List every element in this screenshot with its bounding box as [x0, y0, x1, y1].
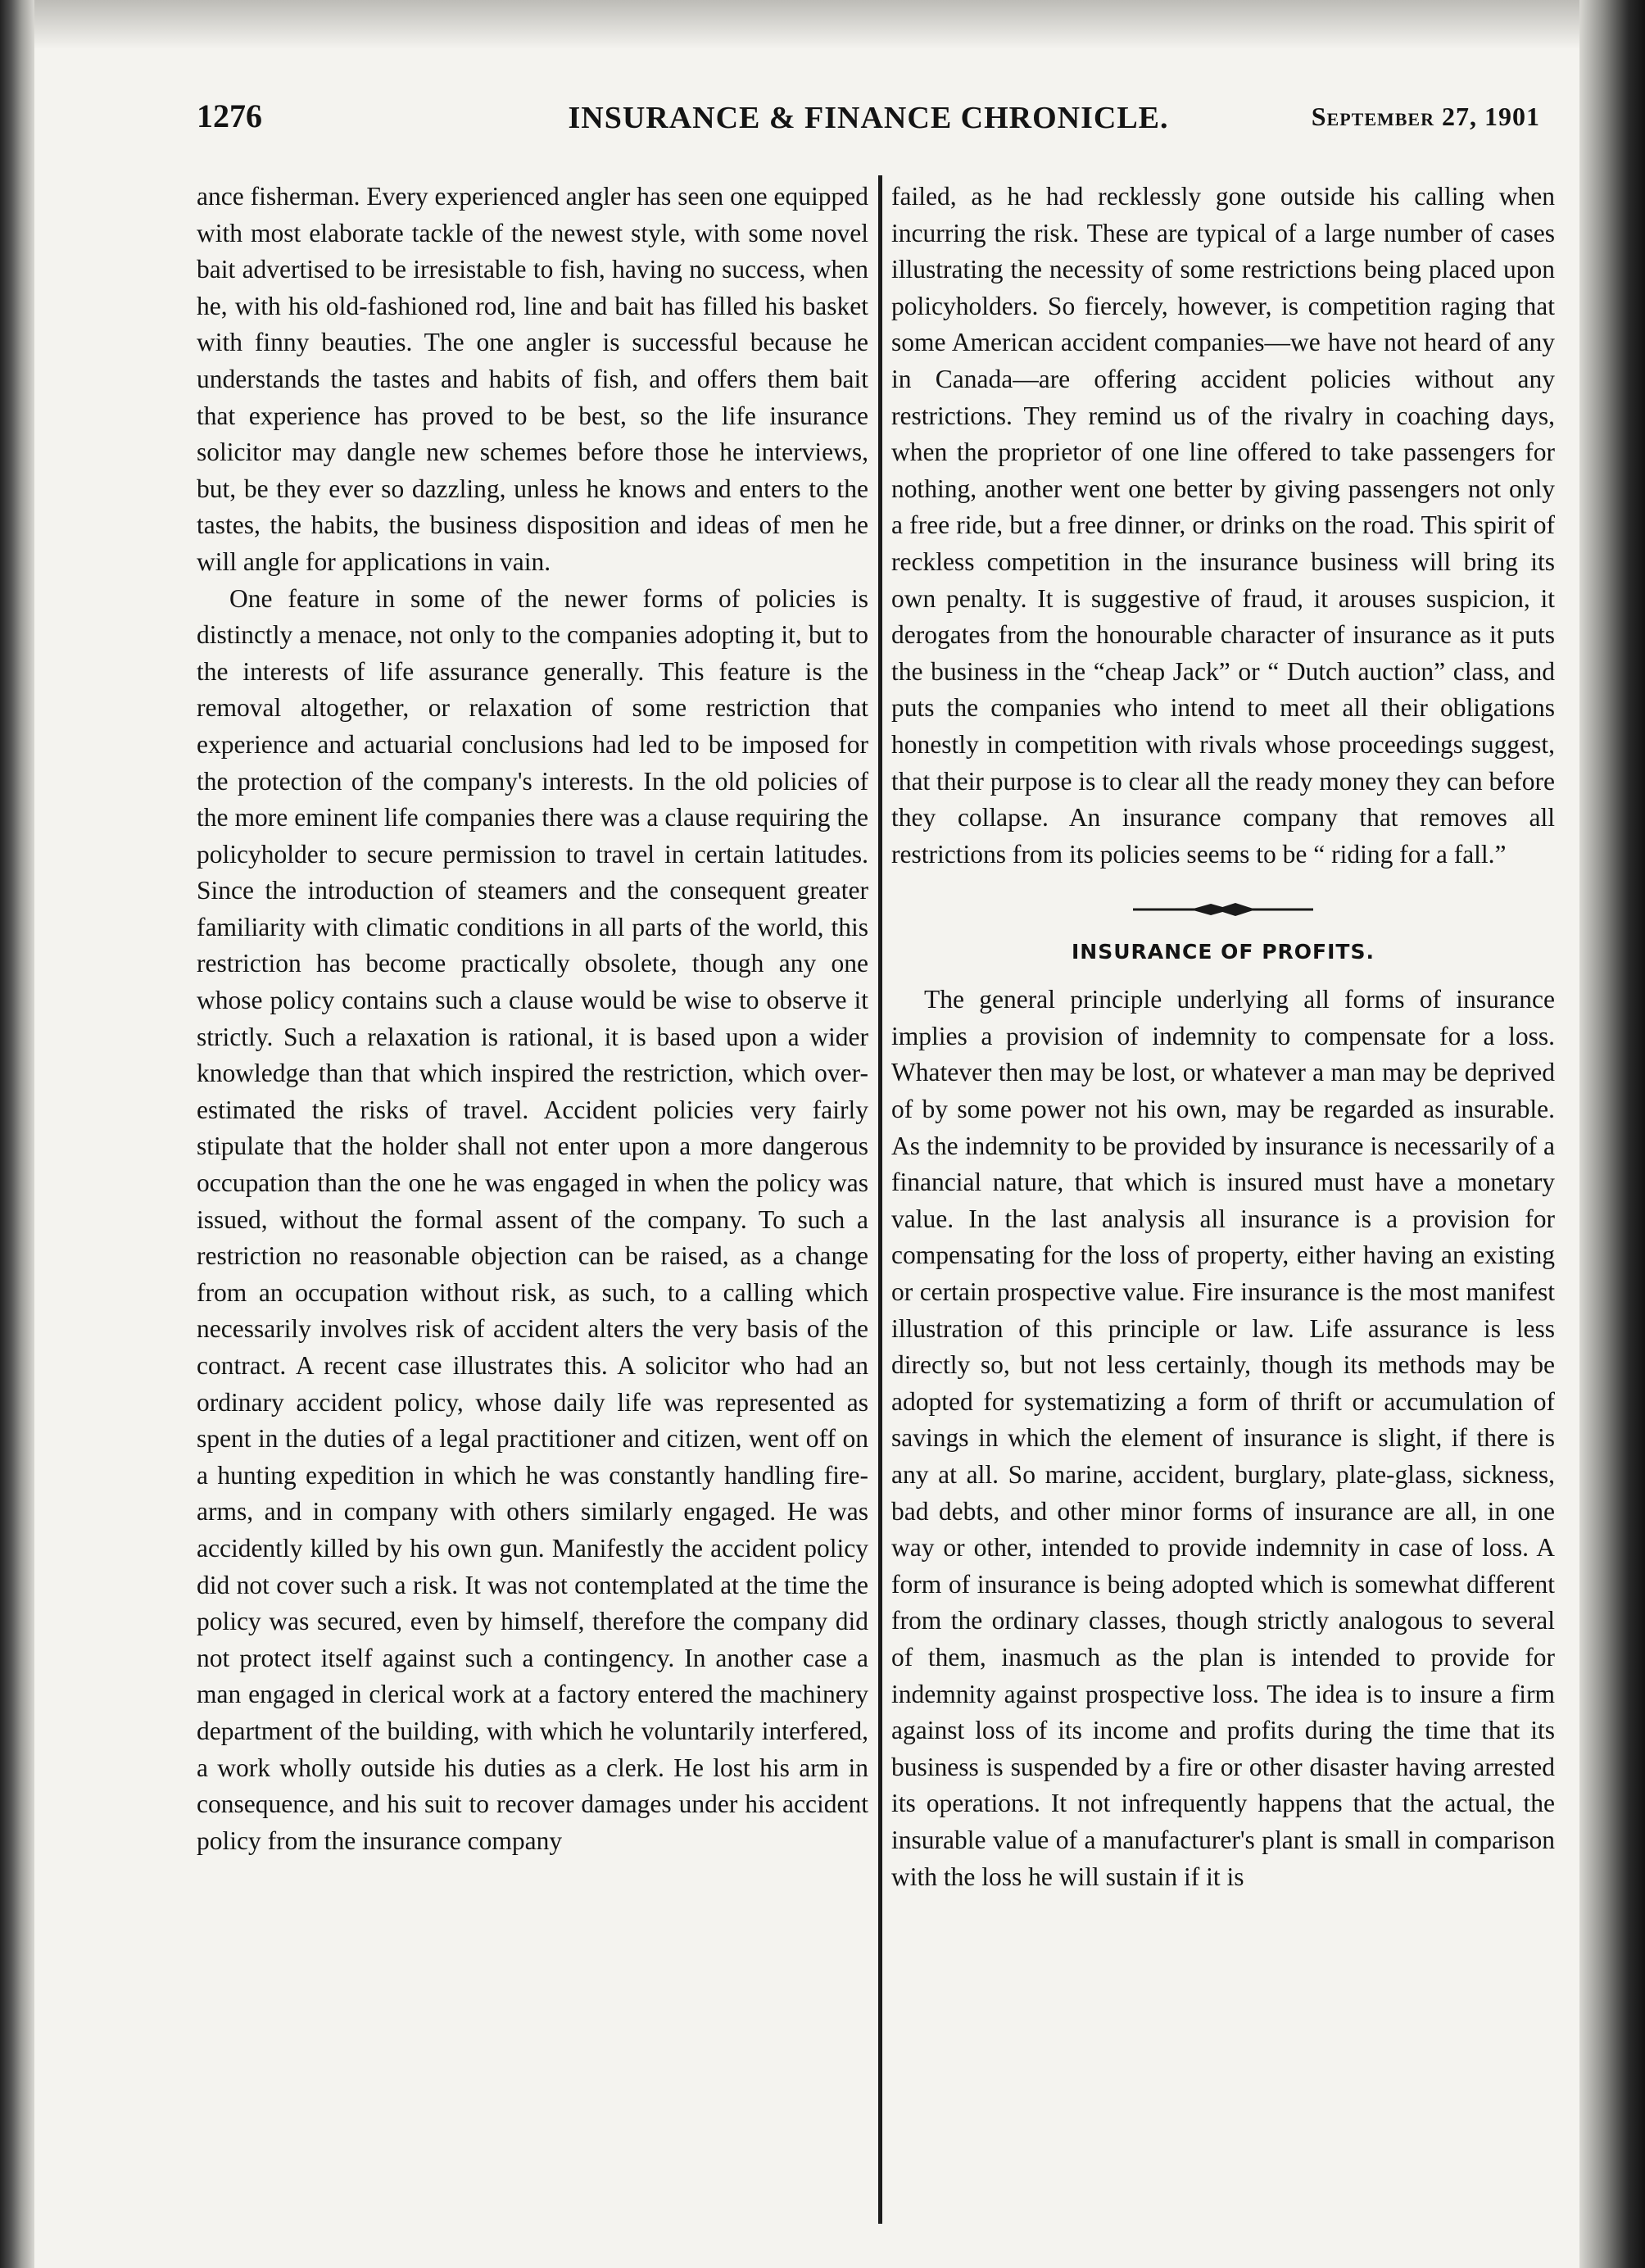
scan-right-edge: [1579, 0, 1645, 2268]
right-paragraph-1: failed, as he had recklessly gone outside his calling when incurring the risk. These are typical of a large number of cases illustrating the necessity of some restrictions being placed upon policyholders. So fiercely, however, is competition raging that some American accident companies—we have not heard of any in Canada—are offering accident policies without any restrictions. They remind us of the rivalry in coaching days, when the proprietor of one line offered to take passengers for nothing, another went one better by giving passengers not only a free ride, but a free dinner, or drinks on the road. This spirit of reckless competition in the insurance business will bring its own penalty. It is suggestive of fraud, it arouses suspicion, it derogates from the honourable character of insurance as it puts the business in the “cheap Jack” or “ Dutch auction” class, and puts the companies who intend to meet all their obligations honestly in competition with rivals whose proceedings suggest, that their purpose is to clear all the ready money they can before they collapse. An insurance company that removes all restrictions from its policies seems to be “ riding for a fall.”: [891, 182, 1555, 869]
left-column: [197, 179, 868, 1859]
section-paragraph-1: The general principle underlying all forms of insurance implies a provision of indemnity to compensate for a loss. Whatever then may be lost, or whatever a man may be deprived of by some power not his own, may be regarded as insurable. As the indemnity to be provided by insurance is necessarily of a financial nature, that which is insured must have a monetary value. In the last analysis all insurance is a provision for compensating for the loss of property, either having an existing or certain prospective value. Fire insurance is the most manifest illustration of this principle or law. Life assurance is less directly so, but not less certainly, though its methods may be adopted for systematizing a form of thrift or accumulation of savings in which the element of insurance is slight, if there is any at all. So marine, accident, burglary, plate-glass, sickness, bad debts, and other minor forms of insurance are all, in one way or other, intended to provide indemnity in case of loss. A form of insurance is being adopted which is somewhat different from the ordinary classes, though strictly analogous to several of them, inasmuch as the plan is intended to provide for indemnity against prospective loss. The idea is to insure a firm against loss of its income and profits during the time that its business is suspended by a fire or other disaster having arrested its operations. It not infrequently happens that the actual, the insurable value of a manufacturer's plant is small in comparison with the loss he will sustain if it is: [891, 985, 1555, 1891]
ornamental-rule: [1133, 902, 1313, 917]
scan-top-shadow: [0, 0, 1645, 49]
scan-left-edge: [0, 0, 34, 2268]
journal-title: INSURANCE & FINANCE CHRONICLE.: [568, 101, 1169, 135]
issue-date: September 27, 1901: [1311, 102, 1540, 131]
left-paragraph-1: ance fisherman. Every experienced angler has seen one equipped with most elaborate tackle of the newest style, with some novel bait advertised to be irresistable to fish, having no success, when he, with his old-fashioned rod, line and bait has filled his basket with finny beauties. The one angler is successful because he understands the tastes and habits of fish, and offers them bait that experience has proved to be best, so the life insurance solicitor may dangle new schemes before those he interviews, but, be they ever so dazzling, unless he knows and enters to the tastes, the habits, the business disposition and ideas of men he will angle for applications in vain.: [197, 182, 868, 576]
running-header: [197, 97, 1540, 146]
left-paragraph-2: One feature in some of the newer forms of policies is distinctly a menace, not only to the companies adopting it, but to the interests of life assurance generally. This feature is the removal altogether, or relaxation of some restriction that experience and actuarial conclusions had led to be imposed for the protection of the company's interests. In the old policies of the more eminent life companies there was a clause requiring the policyholder to secure permission to travel in certain latitudes. Since the introduction of steamers and the consequent greater familiarity with climatic conditions in all parts of the world, this restriction has become practically obsolete, though any one whose policy contains such a clause would be wise to observe it strictly. Such a relaxation is rational, it is based upon a wider knowledge than that which inspired the restriction, which over-estimated the risks of travel. Accident policies very fairly stipulate that the holder shall not enter upon a more dangerous occupation than the one he was engaged in when the policy was issued, without the formal assent of the company. To such a restriction no reasonable objection can be raised, as a change from an occupation without risk, as such, to a calling which necessarily involves risk of accident alters the very basis of the contract. A recent case illustrates this. A solicitor who had an ordinary accident policy, whose daily life was represented as spent in the duties of a legal practitioner and citizen, went off on a hunting expedition in which he was constantly handling fire-arms, and in company with others similarly engaged. He was accidently killed by his own gun. Manifestly the accident policy did not cover such a risk. It was not contemplated at the time the policy was secured, even by himself, therefore the company did not protect itself against such a contingency. In another case a man engaged in clerical work at a factory entered the machinery department of the building, with which he voluntarily interfered, a work wholly outside his duties as a clerk. He lost his arm in consequence, and his suit to recover damages under his accident policy from the insurance company: [197, 583, 868, 1855]
right-column: [891, 179, 1555, 1895]
page-number: 1276: [197, 98, 262, 134]
column-divider: [878, 175, 882, 2224]
section-heading: INSURANCE OF PROFITS.: [1072, 940, 1375, 964]
